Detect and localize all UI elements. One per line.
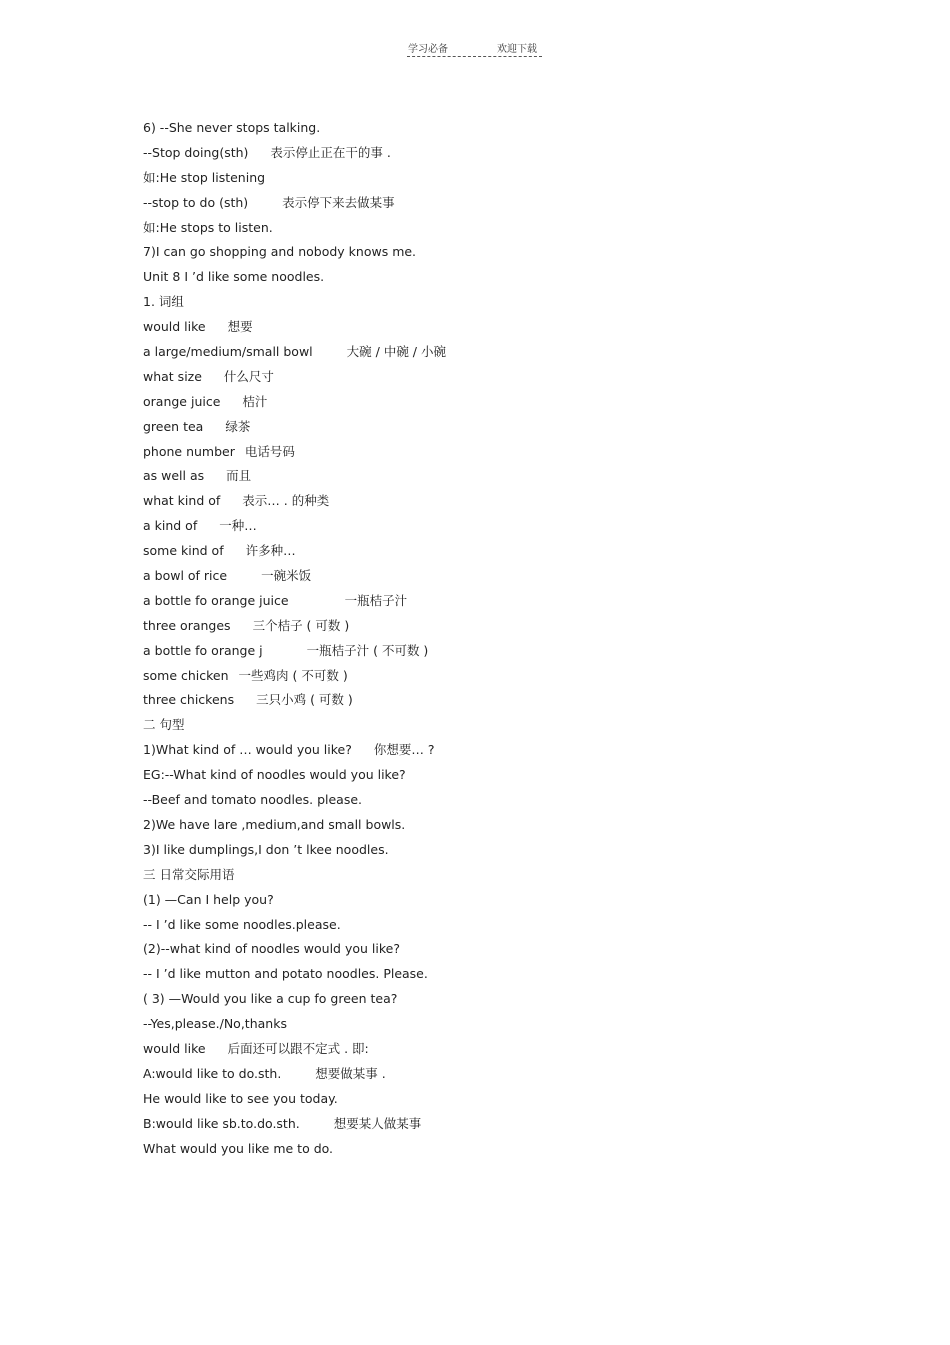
line-text: B:would like sb.to.do.sth. — [143, 1115, 300, 1131]
text-line — [143, 465, 823, 490]
section-heading — [143, 714, 823, 739]
text-line — [143, 988, 823, 1013]
line-translation: 想要某人做某事 — [333, 1115, 422, 1131]
line-text: 二 句型 — [143, 717, 185, 733]
line-text: --stop to do (sth) — [143, 194, 249, 210]
line-text: 2)We have lare ,medium,and small bowls. — [143, 816, 406, 832]
line-translation: 想要 — [227, 319, 253, 335]
line-text: a large/medium/small bowl — [143, 344, 313, 360]
page-header — [407, 40, 542, 57]
line-translation: 什么尺寸 — [223, 368, 274, 384]
line-translation: 后面还可以跟不定式 . 即: — [227, 1040, 369, 1056]
text-line — [143, 117, 823, 142]
text-line — [143, 167, 823, 192]
line-translation: 三个桔子 ( 可数 ) — [252, 617, 350, 633]
header-right-text: 欢迎下载 — [497, 44, 537, 55]
text-line — [143, 241, 823, 266]
line-text: a kind of — [143, 518, 198, 534]
text-line — [143, 341, 823, 366]
line-translation: 大碗 / 中碗 / 小碗 — [346, 344, 446, 360]
line-text: 7)I can go shopping and nobody knows me. — [143, 244, 417, 260]
line-text: -- I ’d like mutton and potato noodles. Please. — [143, 966, 428, 982]
text-line — [143, 316, 823, 341]
line-text: as well as — [143, 468, 205, 484]
line-text: orange juice — [143, 393, 221, 409]
text-line — [143, 615, 823, 640]
line-text: What would you like me to do. — [143, 1140, 334, 1156]
line-text: 6) --She never stops talking. — [143, 120, 321, 135]
line-translation: 一种… — [219, 518, 257, 534]
line-text: ( 3) —Would you like a cup fo green tea? — [143, 991, 398, 1007]
text-line — [143, 441, 823, 466]
line-text: phone number — [143, 443, 235, 459]
line-text: 如:He stops to listen. — [143, 219, 273, 235]
line-text: some chicken — [143, 667, 229, 683]
text-line — [143, 192, 823, 217]
text-line — [143, 1038, 823, 1063]
line-text: 三 日常交际用语 — [143, 866, 235, 882]
text-line — [143, 1088, 823, 1113]
text-line — [143, 764, 823, 789]
line-text: 1)What kind of … would you like? — [143, 742, 352, 758]
text-line — [143, 1063, 823, 1088]
line-translation: 一碗米饭 — [261, 568, 312, 584]
text-line — [143, 640, 823, 665]
line-text: a bottle fo orange juice — [143, 592, 289, 608]
text-line — [143, 689, 823, 714]
line-text: what size — [143, 368, 202, 384]
text-line — [143, 515, 823, 540]
text-line — [143, 938, 823, 963]
line-translation: 想要做某事 . — [315, 1065, 386, 1081]
text-line — [143, 1013, 823, 1038]
text-line — [143, 217, 823, 242]
line-translation: 你想要… ? — [373, 742, 435, 758]
text-line — [143, 789, 823, 814]
line-text: -- I ’d like some noodles.please. — [143, 916, 341, 932]
line-text: --Stop doing(sth) — [143, 144, 249, 160]
text-line — [143, 540, 823, 565]
document-body — [143, 117, 823, 1162]
line-text: green tea — [143, 418, 204, 434]
line-text: --Beef and tomato noodles. please. — [143, 792, 363, 808]
line-text: A:would like to do.sth. — [143, 1065, 282, 1081]
line-translation: 电话号码 — [244, 443, 295, 459]
line-translation: 表示停下来去做某事 — [282, 194, 395, 210]
line-text: 如:He stop listening — [143, 169, 266, 185]
text-line — [143, 391, 823, 416]
line-translation: 桔汁 — [242, 393, 268, 409]
text-line — [143, 839, 823, 864]
text-line — [143, 665, 823, 690]
line-text: would like — [143, 1040, 206, 1056]
text-line — [143, 142, 823, 167]
text-line — [143, 416, 823, 441]
line-translation: 一瓶桔子汁 ( 不可数 ) — [306, 642, 429, 658]
line-text: three chickens — [143, 692, 235, 708]
text-line — [143, 889, 823, 914]
line-translation: 一瓶桔子汁 — [344, 592, 408, 608]
line-text: three oranges — [143, 617, 231, 633]
text-line — [143, 739, 823, 764]
text-line — [143, 814, 823, 839]
line-text: (1) —Can I help you? — [143, 891, 274, 907]
line-text: He would like to see you today. — [143, 1090, 338, 1106]
text-line — [143, 266, 823, 291]
line-translation: 许多种… — [245, 543, 296, 559]
section-heading — [143, 864, 823, 889]
line-text: (2)--what kind of noodles would you like? — [143, 941, 400, 957]
line-text: some kind of — [143, 543, 224, 559]
line-translation: 三只小鸡 ( 可数 ) — [256, 692, 353, 708]
text-line — [143, 963, 823, 988]
line-text: 1. 词组 — [143, 294, 184, 310]
text-line — [143, 914, 823, 939]
line-text: a bowl of rice — [143, 568, 228, 584]
line-text: EG:--What kind of noodles would you like? — [143, 767, 406, 783]
line-text: what kind of — [143, 493, 221, 509]
line-text: would like — [143, 319, 206, 335]
text-line — [143, 590, 823, 615]
line-translation: 表示… . 的种类 — [242, 493, 330, 509]
text-line — [143, 1138, 823, 1163]
text-line — [143, 565, 823, 590]
line-text: a bottle fo orange j — [143, 642, 263, 658]
line-translation: 而且 — [226, 468, 252, 484]
line-translation: 绿茶 — [225, 418, 251, 434]
section-heading — [143, 291, 823, 316]
text-line — [143, 366, 823, 391]
text-line — [143, 490, 823, 515]
header-left-text: 学习必备 — [408, 44, 448, 55]
line-translation: 表示停止正在干的事 . — [270, 144, 391, 160]
line-text: 3)I like dumplings,I don ’t lkee noodles. — [143, 841, 389, 857]
text-line — [143, 1113, 823, 1138]
line-translation: 一些鸡肉 ( 不可数 ) — [238, 667, 348, 683]
line-text: Unit 8 I ’d like some noodles. — [143, 269, 325, 285]
line-text: --Yes,please./No,thanks — [143, 1016, 287, 1032]
